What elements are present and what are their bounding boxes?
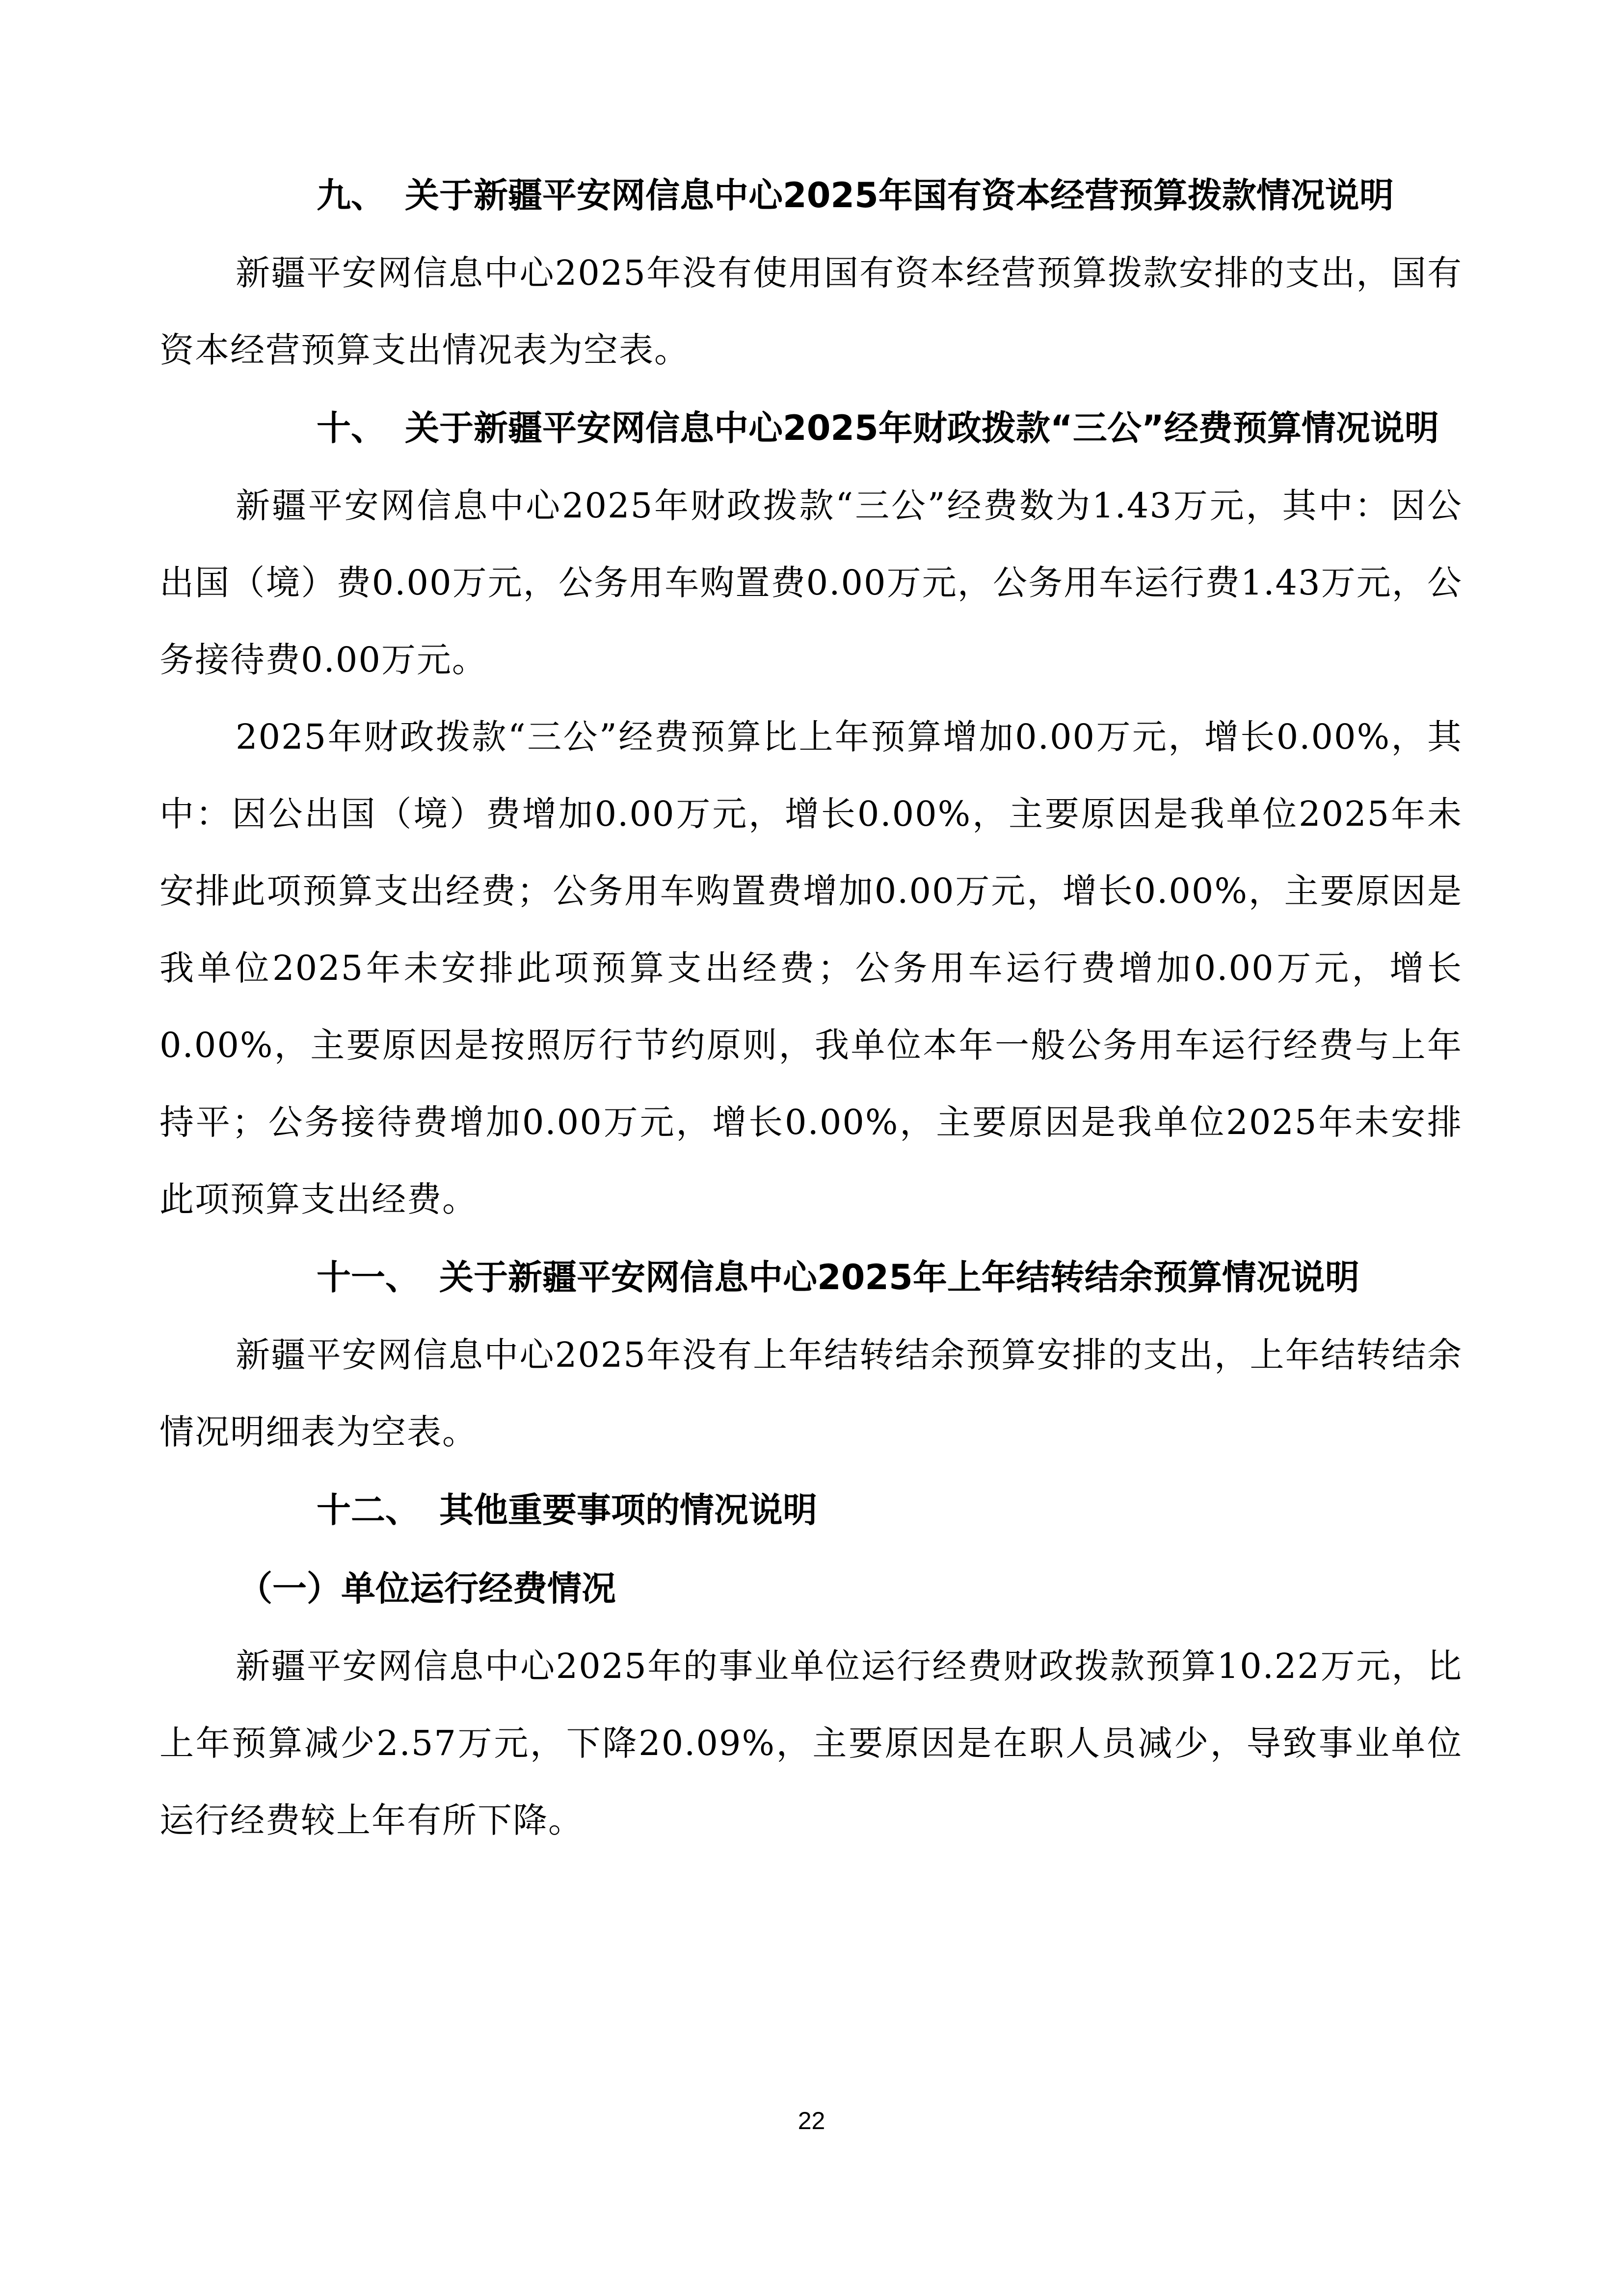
section-9-title: 关于新疆平安网信息中心2025年国有资本经营预算拨款情况说明 (405, 175, 1394, 216)
section-10-number: 十、 (317, 408, 385, 448)
section-12-title: 其他重要事项的情况说明 (439, 1490, 817, 1530)
section-10-heading (160, 389, 1463, 467)
section-10-paragraph-1: 新疆平安网信息中心2025年财政拨款“三公”经费数为1.43万元，其中：因公出国（境）费0.00万元，公务用车购置费0.00万元，公务用车运行费1.43万元，公务接待费0.00万元。 (160, 486, 1463, 680)
section-10-paragraph-2: 2025年财政拨款“三公”经费预算比上年预算增加0.00万元，增长0.00%，其中：因公出国（境）费增加0.00万元，增长0.00%，主要原因是我单位2025年未安排此项预算支出经费；公务用车购置费增加0.00万元，增长0.00%，主要原因是我单位2025年未安排此项预算支出经费；公务用车运行费增加0.00万元，增长0.00%，主要原因是按照厉行节约原则，我单位本年一般公务用车运行经费与上年持平；公务接待费增加0.00万元，增长0.00%，主要原因是我单位2025年未安排此项预算支出经费。 (160, 717, 1463, 1219)
section-12-heading (160, 1471, 1463, 1549)
section-11-heading (160, 1238, 1463, 1317)
section-11-number: 十一、 (317, 1257, 420, 1297)
page-content (160, 156, 1463, 1859)
section-9-number: 九、 (317, 175, 385, 216)
section-9-heading (160, 156, 1463, 235)
section-10-title: 关于新疆平安网信息中心2025年财政拨款“三公”经费预算情况说明 (405, 408, 1439, 448)
section-9-paragraph-1: 新疆平安网信息中心2025年没有使用国有资本经营预算拨款安排的支出，国有资本经营预算支出情况表为空表。 (160, 253, 1463, 370)
section-11-title: 关于新疆平安网信息中心2025年上年结转结余预算情况说明 (439, 1257, 1359, 1297)
section-11-paragraph-1: 新疆平安网信息中心2025年没有上年结转结余预算安排的支出，上年结转结余情况明细表为空表。 (160, 1335, 1463, 1452)
subsection-heading: （一）单位运行经费情况 (238, 1568, 616, 1609)
page-number: 22 (798, 2107, 825, 2134)
subsection-paragraph: 新疆平安网信息中心2025年的事业单位运行经费财政拨款预算10.22万元，比上年预算减少2.57万元，下降20.09%，主要原因是在职人员减少，导致事业单位运行经费较上年有所下降。 (160, 1646, 1463, 1840)
section-12-number: 十二、 (317, 1490, 420, 1530)
